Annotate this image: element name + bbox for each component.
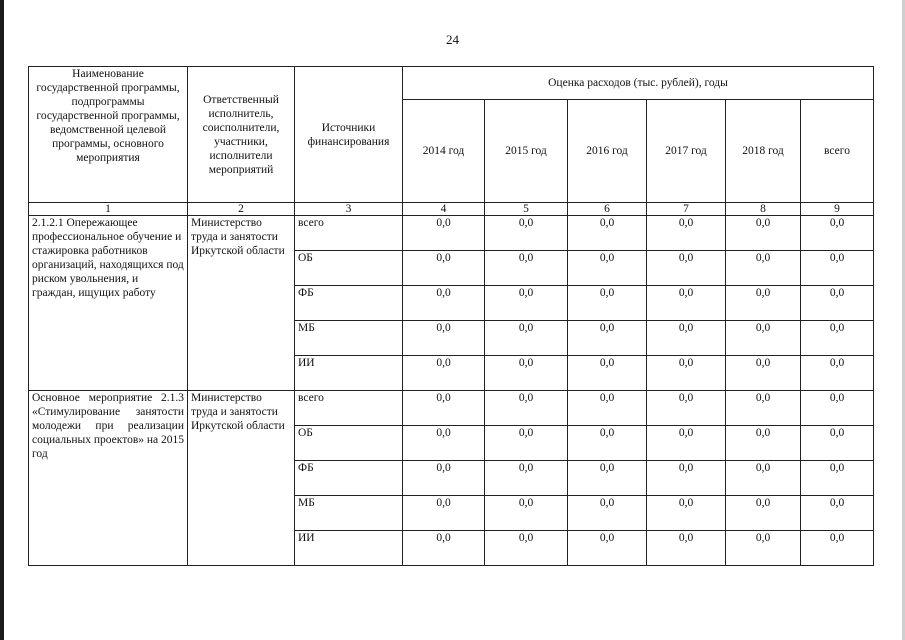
value-cell: 0,0 — [647, 251, 726, 286]
funding-source: ОБ — [295, 426, 403, 461]
column-number: 7 — [647, 203, 726, 216]
value-cell: 0,0 — [647, 356, 726, 391]
column-number: 4 — [403, 203, 485, 216]
total-cell: 0,0 — [801, 216, 874, 251]
value-cell: 0,0 — [568, 461, 647, 496]
value-cell: 0,0 — [485, 251, 568, 286]
value-cell: 0,0 — [568, 356, 647, 391]
header-estimate: Оценка расходов (тыс. рублей), годы — [403, 67, 874, 100]
value-cell: 0,0 — [485, 426, 568, 461]
funding-source: ФБ — [295, 286, 403, 321]
value-cell: 0,0 — [647, 321, 726, 356]
total-cell: 0,0 — [801, 321, 874, 356]
value-cell: 0,0 — [647, 391, 726, 426]
value-cell: 0,0 — [485, 286, 568, 321]
value-cell: 0,0 — [726, 321, 801, 356]
value-cell: 0,0 — [726, 216, 801, 251]
value-cell: 0,0 — [568, 321, 647, 356]
value-cell: 0,0 — [403, 461, 485, 496]
total-cell: 0,0 — [801, 496, 874, 531]
value-cell: 0,0 — [403, 286, 485, 321]
value-cell: 0,0 — [403, 496, 485, 531]
value-cell: 0,0 — [403, 321, 485, 356]
value-cell: 0,0 — [726, 391, 801, 426]
funding-source: ФБ — [295, 461, 403, 496]
value-cell: 0,0 — [647, 216, 726, 251]
value-cell: 0,0 — [485, 321, 568, 356]
funding-source: ОБ — [295, 251, 403, 286]
value-cell: 0,0 — [726, 286, 801, 321]
value-cell: 0,0 — [647, 286, 726, 321]
value-cell: 0,0 — [568, 426, 647, 461]
header-name: Наименование государственной программы, подпрограммы государственной программы, ведомственной целевой программы, основного мероприятия — [29, 67, 188, 203]
total-cell: 0,0 — [801, 286, 874, 321]
value-cell: 0,0 — [403, 251, 485, 286]
value-cell: 0,0 — [726, 426, 801, 461]
funding-source: ИИ — [295, 356, 403, 391]
responsible-executor: Министерство труда и занятости Иркутской области — [188, 391, 295, 566]
funding-source: ИИ — [295, 531, 403, 566]
funding-source: всего — [295, 391, 403, 426]
total-cell: 0,0 — [801, 461, 874, 496]
column-number: 1 — [29, 203, 188, 216]
total-cell: 0,0 — [801, 251, 874, 286]
funding-source: МБ — [295, 321, 403, 356]
table-row — [29, 391, 874, 426]
column-number: 9 — [801, 203, 874, 216]
header-year: 2016 год — [568, 100, 647, 203]
value-cell: 0,0 — [647, 496, 726, 531]
scan-left-edge — [0, 0, 4, 640]
header-year: 2014 год — [403, 100, 485, 203]
column-number: 2 — [188, 203, 295, 216]
header-responsible: Ответственный исполнитель, соисполнители, участники, исполнители мероприятий — [188, 67, 295, 203]
value-cell: 0,0 — [726, 251, 801, 286]
value-cell: 0,0 — [568, 216, 647, 251]
value-cell: 0,0 — [403, 426, 485, 461]
value-cell: 0,0 — [485, 391, 568, 426]
column-number-row — [29, 203, 874, 216]
value-cell: 0,0 — [403, 216, 485, 251]
value-cell: 0,0 — [726, 531, 801, 566]
column-number: 6 — [568, 203, 647, 216]
header-year: 2017 год — [647, 100, 726, 203]
table-row — [29, 216, 874, 251]
page-number: 24 — [446, 32, 459, 47]
value-cell: 0,0 — [568, 391, 647, 426]
value-cell: 0,0 — [647, 531, 726, 566]
value-cell: 0,0 — [568, 531, 647, 566]
responsible-executor: Министерство труда и занятости Иркутской области — [188, 216, 295, 391]
column-number: 3 — [295, 203, 403, 216]
funding-source: МБ — [295, 496, 403, 531]
funding-source: всего — [295, 216, 403, 251]
value-cell: 0,0 — [403, 391, 485, 426]
value-cell: 0,0 — [485, 461, 568, 496]
value-cell: 0,0 — [485, 216, 568, 251]
total-cell: 0,0 — [801, 531, 874, 566]
column-number: 8 — [726, 203, 801, 216]
value-cell: 0,0 — [403, 356, 485, 391]
value-cell: 0,0 — [485, 496, 568, 531]
header-row-top — [29, 67, 874, 100]
value-cell: 0,0 — [485, 356, 568, 391]
activity-name: Основное мероприятие 2.1.3 «Стимулирование занятости молодежи при реализации социальных проектов» на 2015 год — [29, 391, 188, 566]
value-cell: 0,0 — [647, 426, 726, 461]
value-cell: 0,0 — [568, 496, 647, 531]
total-cell: 0,0 — [801, 391, 874, 426]
value-cell: 0,0 — [568, 251, 647, 286]
column-number: 5 — [485, 203, 568, 216]
header-year: 2018 год — [726, 100, 801, 203]
value-cell: 0,0 — [403, 531, 485, 566]
value-cell: 0,0 — [485, 531, 568, 566]
value-cell: 0,0 — [647, 461, 726, 496]
header-sources: Источники финансирования — [295, 67, 403, 203]
value-cell: 0,0 — [568, 286, 647, 321]
total-cell: 0,0 — [801, 426, 874, 461]
header-total: всего — [801, 100, 874, 203]
value-cell: 0,0 — [726, 496, 801, 531]
expenditure-table — [28, 66, 874, 566]
value-cell: 0,0 — [726, 461, 801, 496]
total-cell: 0,0 — [801, 356, 874, 391]
activity-name: 2.1.2.1 Опережающее профессиональное обучение и стажировка работников организаций, находящихся под риском увольнения, и граждан, ищущих работу — [29, 216, 188, 391]
header-year: 2015 год — [485, 100, 568, 203]
value-cell: 0,0 — [726, 356, 801, 391]
